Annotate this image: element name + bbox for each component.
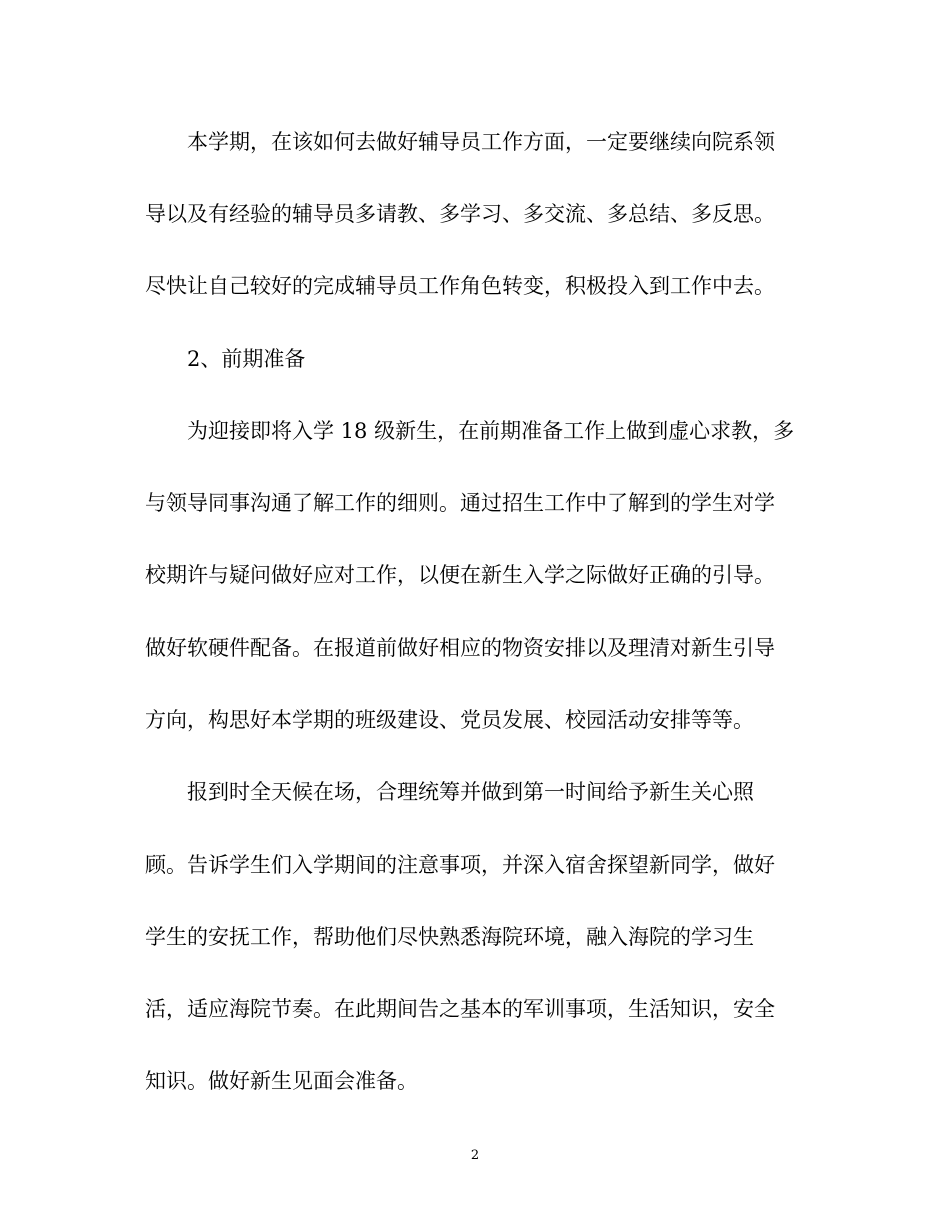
- paragraph-2-line-3: 校期许与疑问做好应对工作，以便在新生入学之际做好正确的引导。: [145, 563, 775, 587]
- paragraph-3-line-4: 活，适应海院节奏。在此期间告之基本的军训事项，生活知识，安全: [145, 997, 775, 1021]
- paragraph-2-line-4: 做好软硬件配备。在报道前做好相应的物资安排以及理清对新生引导: [145, 636, 775, 660]
- paragraph-3-line-1: 报到时全天候在场，合理统筹并做到第一时间给予新生关心照: [187, 780, 754, 804]
- paragraph-1-line-2: 导以及有经验的辅导员多请教、多学习、多交流、多总结、多反思。: [145, 202, 775, 226]
- paragraph-2-line-2: 与领导同事沟通了解工作的细则。通过招生工作中了解到的学生对学: [145, 491, 775, 515]
- page-number: 2: [470, 1148, 480, 1163]
- paragraph-3-line-5: 知识。做好新生见面会准备。: [145, 1069, 418, 1093]
- paragraph-2-line-5: 方向，构思好本学期的班级建设、党员发展、校园活动安排等等。: [145, 708, 754, 732]
- section-heading: 2、前期准备: [187, 347, 306, 371]
- paragraph-1-line-1: 本学期，在该如何去做好辅导员工作方面，一定要继续向院系领: [187, 130, 775, 154]
- paragraph-2-line-1: 为迎接即将入学 18 级新生，在前期准备工作上做到虚心求教，多: [187, 419, 795, 443]
- paragraph-3-line-2: 顾。告诉学生们入学期间的注意事项，并深入宿舍探望新同学，做好: [145, 853, 775, 877]
- paragraph-3-line-3: 学生的安抚工作，帮助他们尽快熟悉海院环境，融入海院的学习生: [145, 925, 754, 949]
- paragraph-1-line-3: 尽快让自己较好的完成辅导员工作角色转变，积极投入到工作中去。: [145, 274, 775, 298]
